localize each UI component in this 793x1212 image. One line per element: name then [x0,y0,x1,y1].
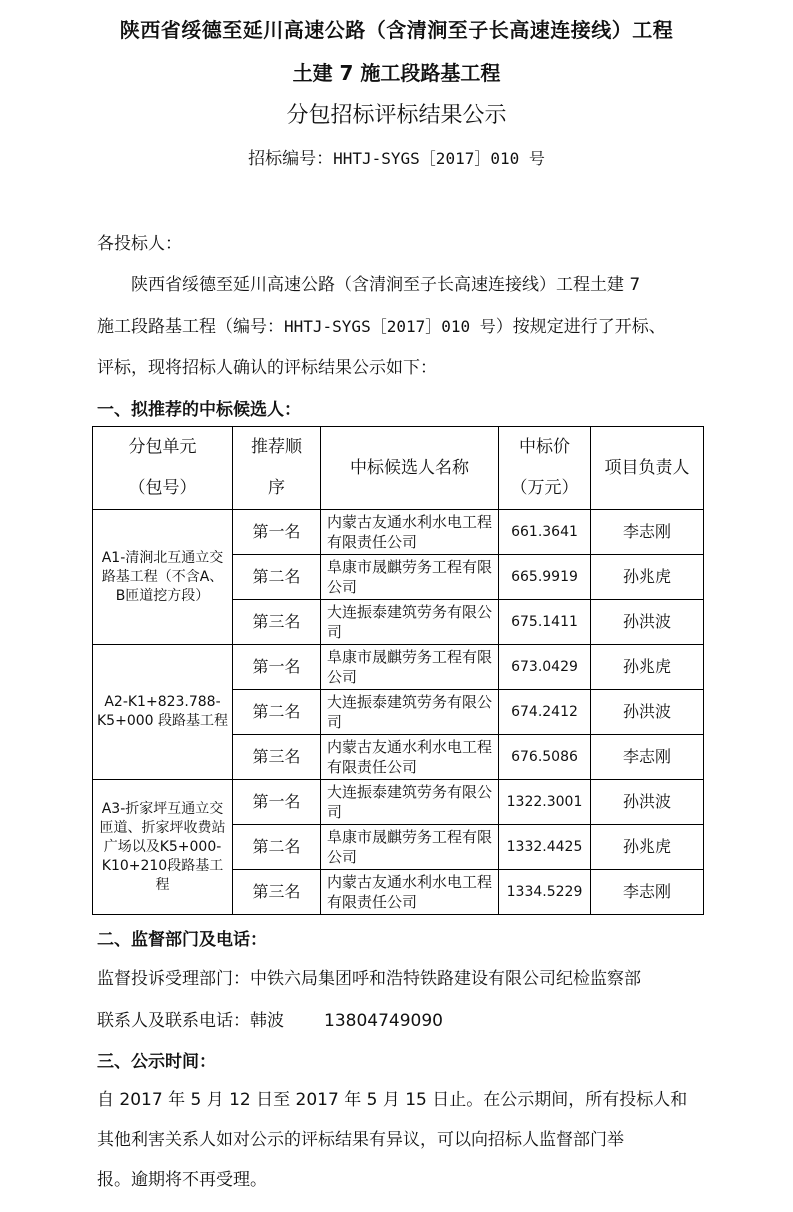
header-rank: 推荐顺 序 [233,427,321,510]
table-header-row [93,427,704,510]
rank-cell: 第一名 [233,510,321,555]
section-2-heading: 二、监督部门及电话： [97,930,267,950]
candidate-name: 大连振泰建筑劳务有限公司 [321,780,499,825]
title-line-1: 陕西省绥德至延川高速公路（含清涧至子长高速连接线）工程 [119,18,674,42]
section-3-heading: 三、公示时间： [97,1052,216,1072]
rank-cell: 第二名 [233,555,321,600]
person-cell: 孙洪波 [591,690,704,735]
candidate-name: 大连振泰建筑劳务有限公司 [321,600,499,645]
price-cell: 661.3641 [499,510,591,555]
intro-line-1: 陕西省绥德至延川高速公路（含清涧至子长高速连接线）工程土建 7 [131,275,641,295]
intro-line-2 [97,306,707,348]
unit-cell: A3-折家坪互通立交匝道、折家坪收费站广场以及K5+000-K10+210段路基工程 [93,780,233,915]
unit-cell: A1-清涧北互通立交路基工程（不含A、B匝道挖方段） [93,510,233,645]
candidate-name: 大连振泰建筑劳务有限公司 [321,690,499,735]
section-1-heading: 一、拟推荐的中标候选人： [97,400,301,420]
candidate-name: 阜康市晟麒劳务工程有限公司 [321,555,499,600]
rank-cell: 第二名 [233,825,321,870]
intro-line-3: 评标，现将招标人确认的评标结果公示如下： [97,358,437,378]
person-cell: 李志刚 [591,510,704,555]
supervision-contact [97,1006,443,1031]
unit-cell: A2-K1+823.788-K5+000 段路基工程 [93,645,233,780]
person-cell: 孙兆虎 [591,645,704,690]
candidates-table [92,426,704,915]
supervision-dept: 监督投诉受理部门：中铁六局集团呼和浩特铁路建设有限公司纪检监察部 [97,969,641,989]
header-name: 中标候选人名称 [321,427,499,510]
intro-bid-code: HHTJ-SYGS［2017］010 号 [284,317,496,336]
notice-title: 分包招标评标结果公示 [286,103,507,128]
header-unit: 分包单元 （包号） [93,427,233,510]
period-line-3: 报。逾期将不再受理。 [97,1170,267,1190]
rank-cell: 第二名 [233,690,321,735]
header-price: 中标价 （万元） [499,427,591,510]
period-paragraph [97,1080,707,1200]
price-cell: 674.2412 [499,690,591,735]
rank-cell: 第三名 [233,870,321,915]
candidate-name: 内蒙古友通水利水电工程有限责任公司 [321,870,499,915]
rank-cell: 第三名 [233,600,321,645]
candidate-name: 内蒙古友通水利水电工程有限责任公司 [321,510,499,555]
price-cell: 665.9919 [499,555,591,600]
price-cell: 1334.5229 [499,870,591,915]
rank-cell: 第三名 [233,735,321,780]
intro-line-2a: 施工段路基工程（编号： [97,317,284,337]
person-cell: 李志刚 [591,870,704,915]
person-cell: 孙兆虎 [591,825,704,870]
price-cell: 675.1411 [499,600,591,645]
header-person: 项目负责人 [591,427,704,510]
table-row [93,645,704,690]
candidate-name: 内蒙古友通水利水电工程有限责任公司 [321,735,499,780]
person-cell: 李志刚 [591,735,704,780]
person-cell: 孙兆虎 [591,555,704,600]
bid-number-label: 招标编号： [248,149,334,169]
price-cell: 1332.4425 [499,825,591,870]
person-cell: 孙洪波 [591,600,704,645]
intro-line-2b: ）按规定进行了开标、 [495,317,666,337]
candidate-name: 阜康市晟麒劳务工程有限公司 [321,645,499,690]
table-row [93,780,704,825]
contact-label: 联系人及联系电话：韩波 [97,1011,284,1031]
candidate-name: 阜康市晟麒劳务工程有限公司 [321,825,499,870]
price-cell: 1322.3001 [499,780,591,825]
person-cell: 孙洪波 [591,780,704,825]
price-cell: 673.0429 [499,645,591,690]
title-line-2: 土建 7 施工段路基工程 [292,61,501,85]
rank-cell: 第一名 [233,645,321,690]
period-line-1: 自 2017 年 5 月 12 日至 2017 年 5 月 15 日止。在公示期间，所有投标人和 [97,1090,688,1110]
contact-phone: 13804749090 [324,1011,443,1031]
price-cell: 676.5086 [499,735,591,780]
period-line-2: 其他利害关系人如对公示的评标结果有异议，可以向招标人监督部门举 [97,1130,624,1150]
intro-paragraph [97,265,707,389]
bid-number-line [0,144,793,169]
salutation: 各投标人： [97,234,182,254]
rank-cell: 第一名 [233,780,321,825]
table-row [93,510,704,555]
bid-number: HHTJ-SYGS［2017］010 号 [333,149,545,168]
